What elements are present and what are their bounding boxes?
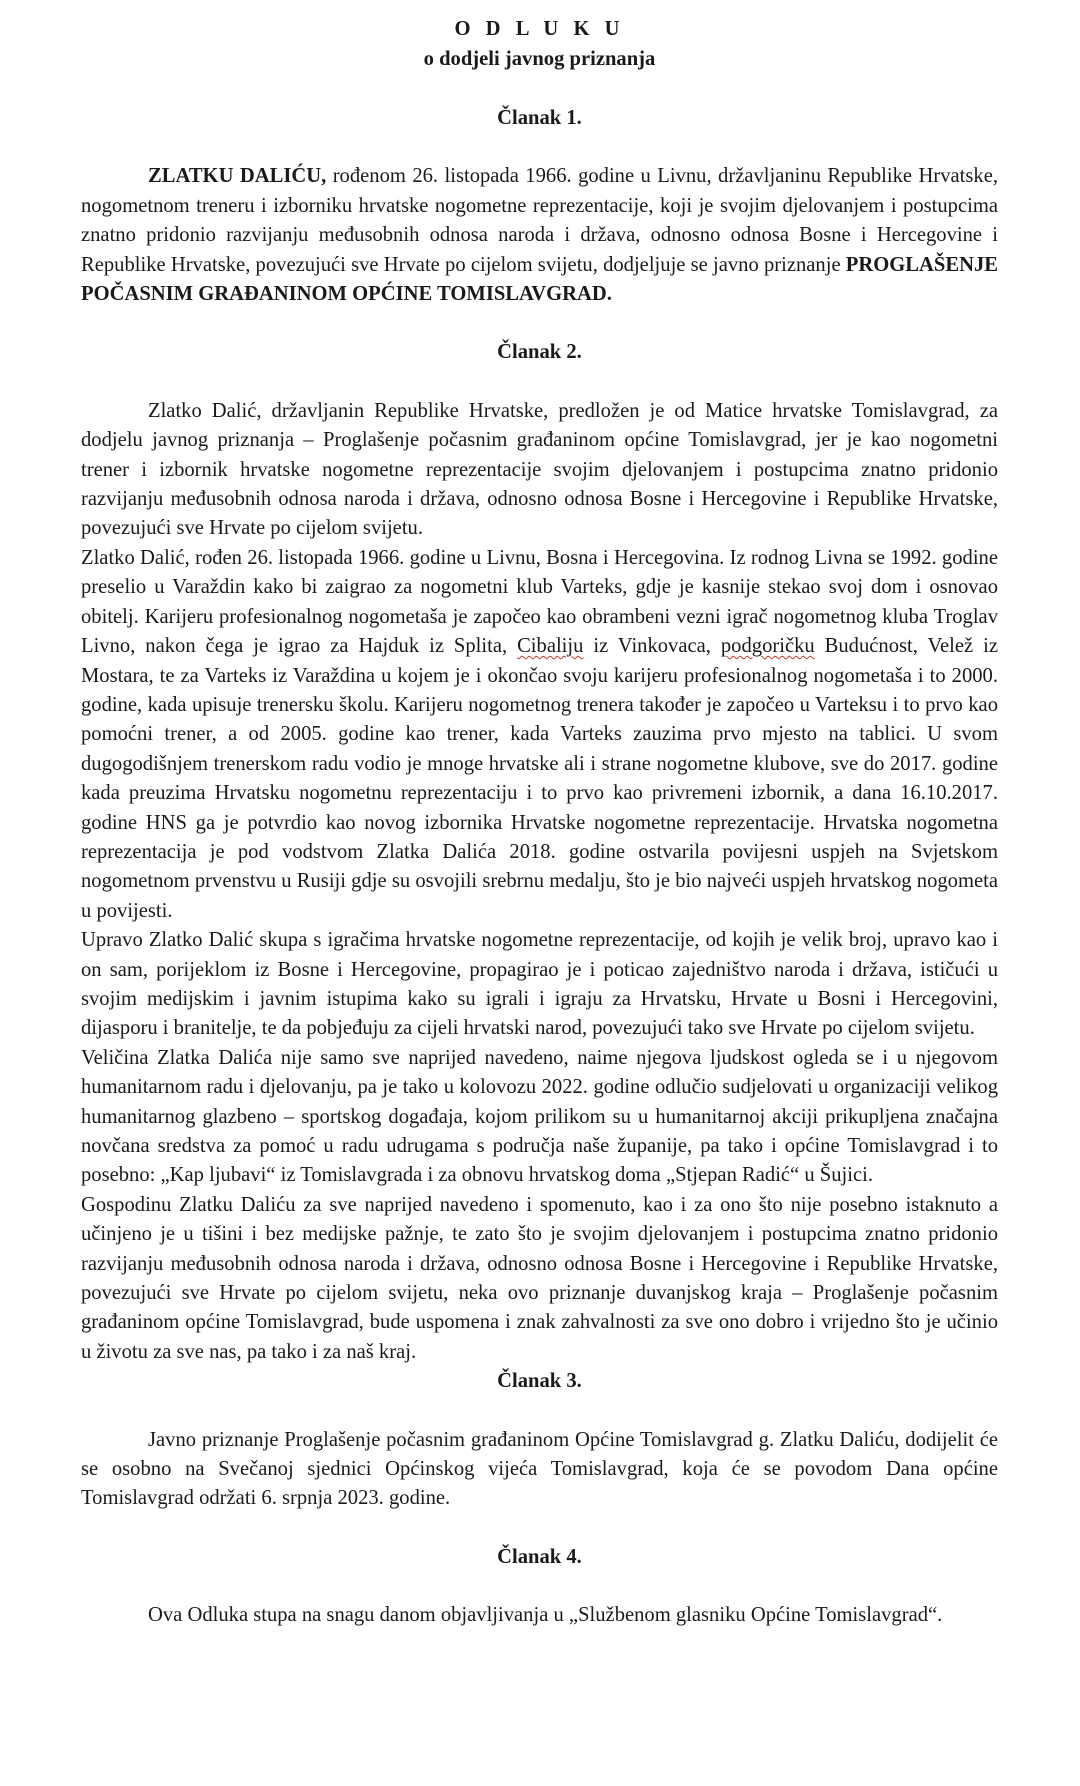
recipient-name: ZLATKU DALIĆU, [148,165,327,188]
spellcheck-word-cibaliju: Cibaliju [517,635,584,658]
article-2-paragraph-2-part-a: Zlatko Dalić, rođen 26. listopada 1966. godine u Livnu, Bosna i Hercegovina. Iz rodnog Livna se 1992. godine preselio u Varaždin kako bi zaigrao za nogometni klub Varteks, gdje je kasnije stekao svoj dom i osnovao obitelj. Karijeru profesionalnog nogometaša je započeo kao obrambeni vezni igrač nogometnog kluba Troglav Livno, nakon čega je igrao za Hajduk iz Splita, [81,546,998,658]
article-3-heading: Članak 3. [497,1370,582,1393]
article-2-paragraph-1: Zlatko Dalić, državljanin Republike Hrvatske, predložen je od Matice hrvatske Tomislavgrad, za dodjelu javnog priznanja – Proglašenje počasnim građaninom općine Tomislavgrad, jer je kao nogometni trener i izbornik hrvatske nogometne reprezentacije svojim djelovanjem i postupcima znatno pridonio razvijanju međusobnih odnosa naroda i država, odnosno odnosa Bosne i Hercegovine i Republike Hrvatske, povezujući sve Hrvate po cijelom svijetu. [81,399,998,540]
document-title: O D L U K U [454,18,625,40]
spellcheck-word-podgoricku: podgoričku [720,635,815,658]
award-title: PROGLAŠENJE POČASNIM GRAĐANINOM OPĆINE TOMISLAVGRAD. [81,253,998,306]
article-2-paragraph-2 [81,544,998,926]
article-2-paragraph-2-part-c: Budućnost, Velež iz Mostara, te za Varteks iz Varaždina u kojem je i okončao svoju karijeru profesionalnog nogometaša i to 2000. godine, kada upisuje trenersku školu. Karijeru nogometnog trenera također je započeo u Varteksu i to prvo kao pomoćni trener, a od 2005. godine kao trener, kada Varteks zauzima prvo mjesto na tablici. U svom dugogodišnjem trenerskom radu vodio je mnoge hrvatske ali i strane nogometne klubove, sve do 2017. godine kada preuzima Hrvatsku nogometnu reprezentaciju i to prvo kao privremeni izbornik, a dana 16.10.2017. godine HNS ga je potvrdio kao novog izbornika Hrvatske nogometne reprezentacije. Hrvatska nogometna reprezentacija je pod vodstvom Zlatka Dalića 2018. godine ostvarila povijesni uspjeh na Svjetskom nogometnom prvenstvu u Rusiji gdje su osvojili srebrnu medalju, što je bio najveći uspjeh hrvatskog nogometa u povijesti. [81,635,998,922]
article-2-paragraph-5: Gospodinu Zlatku Daliću za sve naprijed navedeno i spomenuto, kao i za ono što nije posebno istaknuto a učinjeno je u tišini i bez medijske pažnje, te zato što je svojim djelovanjem i postupcima znatno pridonio razvijanju međusobnih odnosa naroda i država, odnosno odnosa Bosne i Hercegovine i Republike Hrvatske, povezujući sve Hrvate po cijelom svijetu, neka ovo priznanje duvanjskog kraja – Proglašenje počasnim građaninom općine Tomislavgrad, bude uspomena i znak zahvalnosti za sve ono dobro i vrijedno što je učinio u životu za sve nas, pa tako i za naš kraj. [81,1193,998,1363]
article-4-heading: Članak 4. [497,1545,582,1568]
article-4-paragraph: Ova Odluka stupa na snagu danom objavljivanja u „Službenom glasniku Općine Tomislavgrad“. [148,1604,943,1627]
article-2-paragraph-3: Upravo Zlatko Dalić skupa s igračima hrvatske nogometne reprezentacije, od kojih je velik broj, upravo kao i on sam, porijeklom iz Bosne i Hercegovine, propagirao je i poticao zajedništvo naroda i država, ističući u svojim medijskim i javnim istupima kako su igrali i igraju za Hrvatsku, Hrvate u Bosni i Hercegovini, dijasporu i branitelje, te da pobjeđuju za cijeli hrvatski narod, povezujući tako sve Hrvate po cijelom svijetu. [81,929,998,1040]
article-2-paragraph-4: Veličina Zlatka Dalića nije samo sve naprijed navedeno, naime njegova ljudskost ogleda se i u njegovom humanitarnom radu i djelovanju, pa je tako u kolovozu 2022. godine odlučio sudjelovati u organizaciji velikog humanitarnog glazbeno – sportskog događaja, kojom prilikom su u humanitarnoj akciji prikupljena značajna novčana sredstva za pomoć u radu udrugama s područja naše županije, pa tako i općine Tomislavgrad i to posebno: „Kap ljubavi“ iz Tomislavgrada i za obnovu hrvatskog doma „Stjepan Radić“ u Šujici. [81,1046,998,1187]
article-3-paragraph: Javno priznanje Proglašenje počasnim građaninom Općine Tomislavgrad g. Zlatku Daliću, dodijelit će se osobno na Svečanoj sjednici Općinskog vijeća Tomislavgrad, koja će se povodom Dana općine Tomislavgrad održati 6. srpnja 2023. godine. [81,1428,998,1510]
article-1-heading: Članak 1. [497,107,582,129]
article-2-heading: Članak 2. [497,341,582,364]
document-subtitle: o dodjeli javnog priznanja [423,48,656,70]
article-2-paragraph-2-part-b: iz Vinkovaca, [583,635,721,658]
article-1-text: rođenom 26. listopada 1966. godine u Livnu, državljaninu Republike Hrvatske, nogometnom treneru i izborniku hrvatske nogometne reprezentacije, koji je svojim djelovanjem i postupcima znatno pridonio razvijanju međusobnih odnosa naroda i država, odnosno odnosa Bosne i Hercegovine i Republike Hrvatske, povezujući sve Hrvate po cijelom svijetu, dodjeljuje se javno priznanje [81,165,998,276]
article-1-paragraph [81,162,998,309]
